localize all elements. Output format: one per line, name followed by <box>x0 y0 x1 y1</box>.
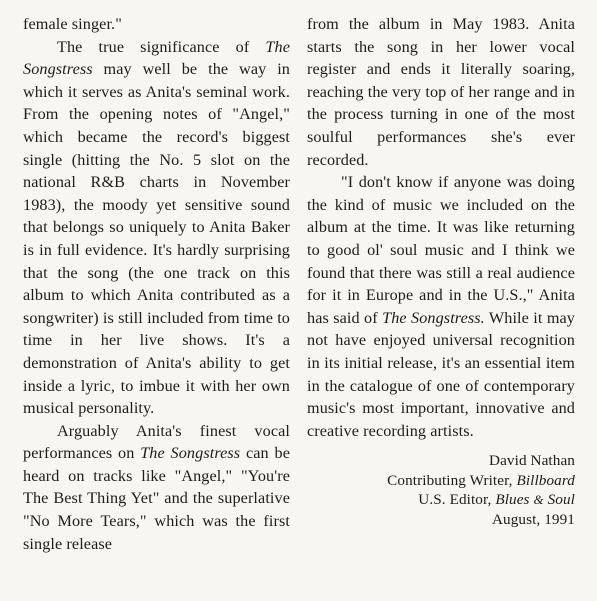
paragraph <box>307 13 575 171</box>
right-column <box>307 13 575 530</box>
paragraph <box>23 13 290 36</box>
text-span: from the album in May 1983. Anita starts the song in her lower vocal register and ends it literally soaring, reaching the very top of her range and in the process turning in one of the most soulful performances she's ever recorded. <box>307 15 575 169</box>
pub-word: Soul <box>543 491 575 509</box>
publication-name: Billboard <box>516 471 575 489</box>
text-span: Arguably Anita's finest vocal performances on <box>23 421 290 463</box>
text-span: The true significance of <box>57 37 266 56</box>
role-text: Contributing Writer, <box>387 471 517 489</box>
paragraph <box>23 36 290 420</box>
paragraph <box>23 420 290 556</box>
pub-word: Blues <box>495 491 534 509</box>
credit-date: August, 1991 <box>491 511 575 529</box>
author-role-blues-soul <box>307 490 575 510</box>
author-role-billboard <box>307 471 575 491</box>
album-title: The Songstress <box>140 444 241 463</box>
left-column <box>23 13 290 555</box>
text-span: may well be the way in which it serves as Anita's seminal work. From the opening notes of "Angel," which became the record's biggest single (hitting the No. 5 slot on the national R&B charts in November 1983), the moody yet sensitive sound that belongs so uniquely to Anita Baker is in full evidence. It's hardly surprising that the song (the one track on this album to which Anita contributed as a songwriter) is still included from time to time in her live shows. It's a demonstration of Anita's ability to get inside a lyric, to imbue it with her own musical personality. <box>23 60 290 418</box>
text-span: While it may not have enjoyed universal recognition in its initial release, it's an essential item in the catalogue of one of contemporary music's most important, innovative and creative recording artists. <box>307 308 575 440</box>
pub-ampersand: & <box>533 492 544 508</box>
album-title: The Songstress. <box>382 308 485 327</box>
text-span: "I don't know if anyone was doing the kind of music we included on the album at the time. It was like returning to good ol' soul music and I think we found that there was still a real audience for it in Europe and in the U.S.," Anita has said of <box>307 173 575 327</box>
text-span: can be heard on tracks like "Angel," "You're The Best Thing Yet" and the superlative "No More Tears," which was the first single release <box>23 444 290 553</box>
album-title: The Songstress <box>23 37 290 79</box>
text-span: female singer." <box>23 15 122 33</box>
publication-name <box>495 491 575 508</box>
author-credits <box>307 451 575 529</box>
role-text: U.S. Editor, <box>418 491 496 509</box>
paragraph <box>307 171 575 442</box>
author-name: David Nathan <box>489 452 575 470</box>
